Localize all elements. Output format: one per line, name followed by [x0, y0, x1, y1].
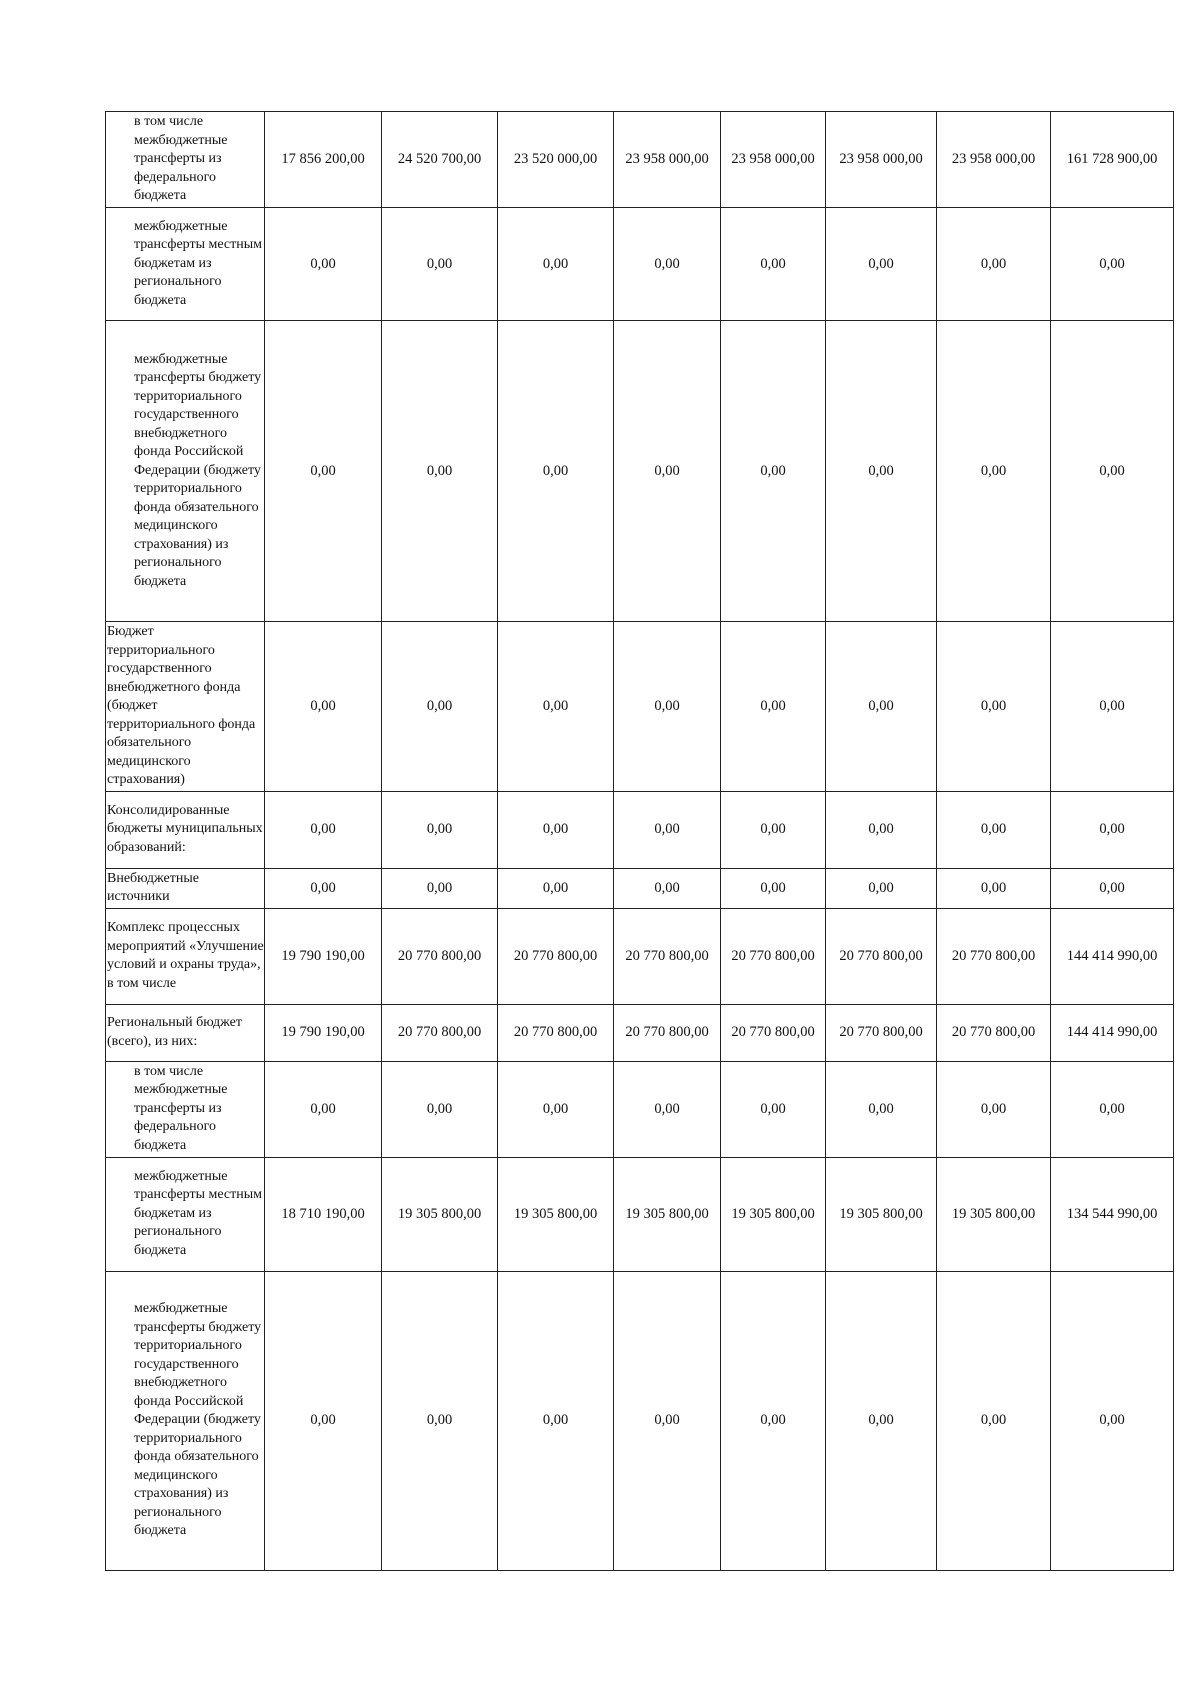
- table-row: [106, 1157, 1174, 1271]
- value-cell: 144 414 990,00: [1051, 1004, 1174, 1061]
- value-cell: 20 770 800,00: [498, 908, 614, 1004]
- value-cell: 20 770 800,00: [721, 908, 826, 1004]
- value-cell: 19 790 190,00: [265, 1004, 382, 1061]
- value-cell: 20 770 800,00: [937, 908, 1051, 1004]
- value-cell: 20 770 800,00: [498, 1004, 614, 1061]
- value-cell: 0,00: [265, 868, 382, 908]
- value-cell: 0,00: [826, 622, 937, 792]
- value-cell: 20 770 800,00: [721, 1004, 826, 1061]
- value-cell: 0,00: [382, 868, 498, 908]
- value-cell: 0,00: [265, 791, 382, 868]
- value-cell: 19 305 800,00: [826, 1157, 937, 1271]
- value-cell: 20 770 800,00: [826, 908, 937, 1004]
- value-cell: 0,00: [498, 868, 614, 908]
- value-cell: 0,00: [937, 868, 1051, 908]
- value-cell: 0,00: [498, 321, 614, 622]
- table-row: [106, 908, 1174, 1004]
- value-cell: 19 305 800,00: [382, 1157, 498, 1271]
- table-row: [106, 1004, 1174, 1061]
- value-cell: 18 710 190,00: [265, 1157, 382, 1271]
- value-cell: 19 305 800,00: [614, 1157, 721, 1271]
- value-cell: 23 958 000,00: [937, 112, 1051, 208]
- table-row: [106, 112, 1174, 208]
- table-row: [106, 1061, 1174, 1157]
- value-cell: 19 305 800,00: [721, 1157, 826, 1271]
- value-cell: 0,00: [721, 622, 826, 792]
- row-label: межбюджетные трансферты бюджету территориального государственного внебюджетного фонда Российской Федерации (бюджету территориального фонда обязательного медицинского страхования) из регионального бюджета: [106, 1271, 265, 1570]
- value-cell: 20 770 800,00: [614, 908, 721, 1004]
- value-cell: 0,00: [265, 1061, 382, 1157]
- row-label: в том числе межбюджетные трансферты из федерального бюджета: [106, 1061, 265, 1157]
- value-cell: 0,00: [721, 1061, 826, 1157]
- row-label: Бюджет территориального государственного внебюджетного фонда (бюджет территориального фонда обязательного медицинского страхования): [106, 622, 265, 792]
- value-cell: 0,00: [721, 791, 826, 868]
- value-cell: 0,00: [265, 208, 382, 321]
- value-cell: 0,00: [614, 208, 721, 321]
- value-cell: 0,00: [826, 1271, 937, 1570]
- value-cell: 0,00: [721, 1271, 826, 1570]
- value-cell: 0,00: [721, 868, 826, 908]
- table-row: [106, 791, 1174, 868]
- value-cell: 0,00: [937, 791, 1051, 868]
- value-cell: 0,00: [826, 208, 937, 321]
- value-cell: 19 790 190,00: [265, 908, 382, 1004]
- row-label: межбюджетные трансферты местным бюджетам из регионального бюджета: [106, 208, 265, 321]
- value-cell: 0,00: [826, 1061, 937, 1157]
- value-cell: 0,00: [614, 1271, 721, 1570]
- value-cell: 19 305 800,00: [937, 1157, 1051, 1271]
- value-cell: 161 728 900,00: [1051, 112, 1174, 208]
- value-cell: 0,00: [826, 791, 937, 868]
- value-cell: 0,00: [614, 1061, 721, 1157]
- table-row: [106, 868, 1174, 908]
- value-cell: 0,00: [721, 321, 826, 622]
- value-cell: 0,00: [721, 208, 826, 321]
- value-cell: 0,00: [614, 791, 721, 868]
- value-cell: 0,00: [937, 622, 1051, 792]
- row-label: Региональный бюджет (всего), из них:: [106, 1004, 265, 1061]
- value-cell: 0,00: [498, 1271, 614, 1570]
- value-cell: 0,00: [937, 208, 1051, 321]
- value-cell: 0,00: [382, 1061, 498, 1157]
- value-cell: 20 770 800,00: [382, 908, 498, 1004]
- value-cell: 23 958 000,00: [826, 112, 937, 208]
- table-row: [106, 208, 1174, 321]
- row-label: межбюджетные трансферты бюджету территориального государственного внебюджетного фонда Российской Федерации (бюджету территориального фонда обязательного медицинского страхования) из регионального бюджета: [106, 321, 265, 622]
- value-cell: 17 856 200,00: [265, 112, 382, 208]
- value-cell: 0,00: [382, 208, 498, 321]
- table-row: [106, 1271, 1174, 1570]
- value-cell: 0,00: [265, 1271, 382, 1570]
- value-cell: 144 414 990,00: [1051, 908, 1174, 1004]
- value-cell: 0,00: [382, 321, 498, 622]
- value-cell: 0,00: [826, 321, 937, 622]
- value-cell: 0,00: [265, 321, 382, 622]
- value-cell: 23 520 000,00: [498, 112, 614, 208]
- row-label: Консолидированные бюджеты муниципальных образований:: [106, 791, 265, 868]
- budget-table: [105, 111, 1174, 1571]
- value-cell: 24 520 700,00: [382, 112, 498, 208]
- value-cell: 0,00: [382, 622, 498, 792]
- table-row: [106, 622, 1174, 792]
- value-cell: 0,00: [937, 1061, 1051, 1157]
- value-cell: 20 770 800,00: [614, 1004, 721, 1061]
- value-cell: 20 770 800,00: [937, 1004, 1051, 1061]
- row-label: Комплекс процессных мероприятий «Улучшение условий и охраны труда», в том числе: [106, 908, 265, 1004]
- value-cell: 0,00: [1051, 208, 1174, 321]
- value-cell: 134 544 990,00: [1051, 1157, 1174, 1271]
- value-cell: 0,00: [498, 622, 614, 792]
- row-label: Внебюджетные источники: [106, 868, 265, 908]
- value-cell: 0,00: [498, 791, 614, 868]
- value-cell: 23 958 000,00: [721, 112, 826, 208]
- value-cell: 0,00: [382, 791, 498, 868]
- value-cell: 0,00: [1051, 622, 1174, 792]
- value-cell: 0,00: [1051, 321, 1174, 622]
- value-cell: 0,00: [498, 1061, 614, 1157]
- value-cell: 0,00: [937, 1271, 1051, 1570]
- value-cell: 0,00: [265, 622, 382, 792]
- value-cell: 0,00: [1051, 791, 1174, 868]
- value-cell: 0,00: [614, 868, 721, 908]
- value-cell: 0,00: [614, 622, 721, 792]
- value-cell: 0,00: [1051, 1061, 1174, 1157]
- value-cell: 0,00: [382, 1271, 498, 1570]
- value-cell: 0,00: [826, 868, 937, 908]
- value-cell: 20 770 800,00: [826, 1004, 937, 1061]
- value-cell: 0,00: [1051, 1271, 1174, 1570]
- value-cell: 0,00: [937, 321, 1051, 622]
- row-label: в том числе межбюджетные трансферты из федерального бюджета: [106, 112, 265, 208]
- value-cell: 23 958 000,00: [614, 112, 721, 208]
- value-cell: 19 305 800,00: [498, 1157, 614, 1271]
- value-cell: 20 770 800,00: [382, 1004, 498, 1061]
- value-cell: 0,00: [498, 208, 614, 321]
- row-label: межбюджетные трансферты местным бюджетам из регионального бюджета: [106, 1157, 265, 1271]
- value-cell: 0,00: [614, 321, 721, 622]
- value-cell: 0,00: [1051, 868, 1174, 908]
- table-row: [106, 321, 1174, 622]
